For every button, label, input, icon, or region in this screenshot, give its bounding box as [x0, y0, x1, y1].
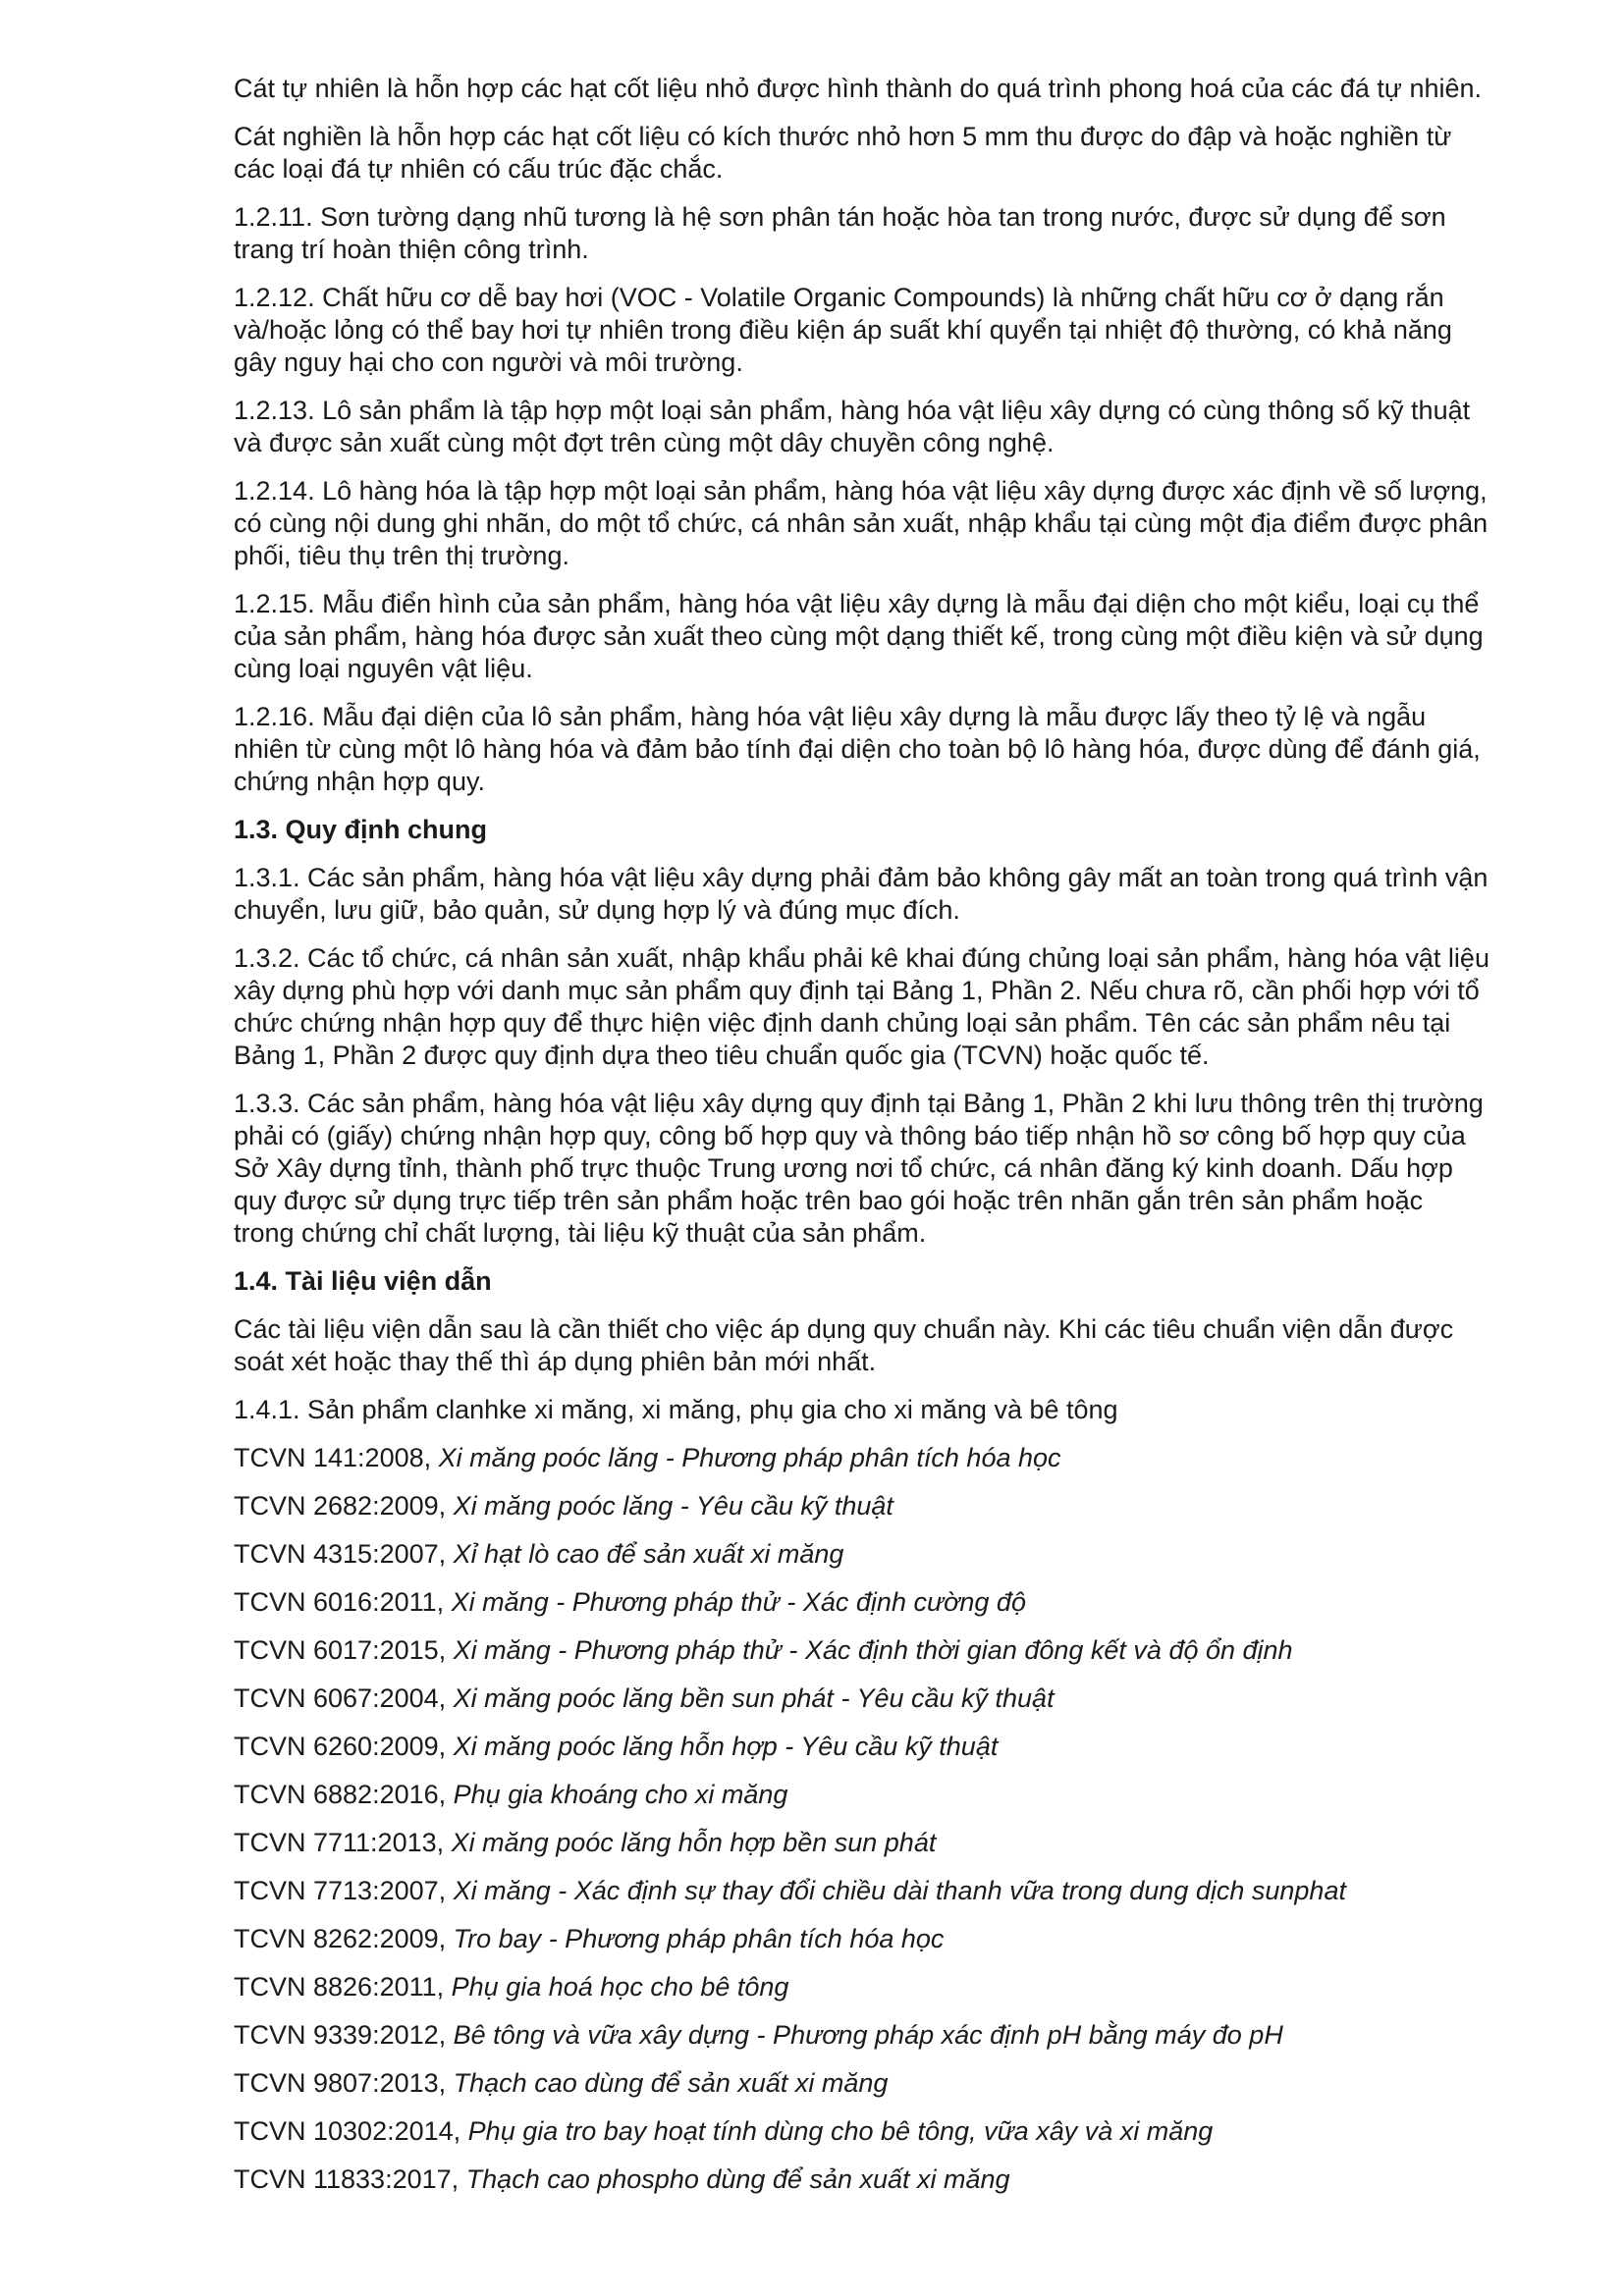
reference-code: TCVN 2682:2009,: [234, 1491, 447, 1521]
reference-title: Phụ gia tro bay hoạt tính dùng cho bê tông, vữa xây và xi măng: [467, 2116, 1214, 2146]
reference-item: [234, 1490, 1490, 1522]
reference-title: Xi măng poóc lăng hỗn hợp - Yêu cầu kỹ thuật: [453, 1732, 999, 1761]
reference-code: TCVN 9807:2013,: [234, 2068, 447, 2098]
reference-code: TCVN 6260:2009,: [234, 1732, 447, 1761]
reference-item: [234, 2019, 1490, 2052]
reference-title: Xi măng - Xác định sự thay đổi chiều dài thanh vữa trong dung dịch sunphat: [453, 1876, 1346, 1905]
reference-item: [234, 2067, 1490, 2100]
reference-item: [234, 1538, 1490, 1571]
reference-item: [234, 2163, 1490, 2196]
reference-title: Thạch cao phospho dùng để sản xuất xi măng: [465, 2164, 1010, 2194]
reference-title: Xi măng - Phương pháp thử - Xác định thời gian đông kết và độ ổn định: [453, 1635, 1293, 1665]
reference-code: TCVN 6016:2011,: [234, 1587, 445, 1617]
reference-code: TCVN 11833:2017,: [234, 2164, 460, 2194]
reference-item: [234, 1586, 1490, 1619]
reference-title: Xi măng poóc lăng bền sun phát - Yêu cầu kỹ thuật: [453, 1683, 1055, 1713]
reference-code: TCVN 6882:2016,: [234, 1780, 447, 1809]
reference-item: [234, 1923, 1490, 1955]
paragraph-natural-sand: Cát tự nhiên là hỗn hợp các hạt cốt liệu nhỏ được hình thành do quá trình phong hoá của các đá tự nhiên.: [234, 74, 1483, 103]
paragraph-1-2-14: 1.2.14. Lô hàng hóa là tập hợp một loại sản phẩm, hàng hóa vật liệu xây dựng được xác định về số lượng, có cùng nội dung ghi nhãn, do một tổ chức, cá nhân sản xuất, nhập khẩu tại cùng một địa điểm được phân phối, tiêu thụ trên thị trường.: [234, 476, 1489, 570]
paragraph-crushed-sand: Cát nghiền là hỗn hợp các hạt cốt liệu có kích thước nhỏ hơn 5 mm thu được do đập và hoặc nghiền từ các loại đá tự nhiên có cấu trúc đặc chắc.: [234, 122, 1452, 184]
reference-title: Phụ gia khoáng cho xi măng: [453, 1780, 788, 1809]
reference-code: TCVN 10302:2014,: [234, 2116, 461, 2146]
reference-title: Xi măng poóc lăng - Phương pháp phân tích hóa học: [438, 1443, 1061, 1472]
reference-list: [234, 1442, 1490, 2196]
paragraph-1-3-2: 1.3.2. Các tổ chức, cá nhân sản xuất, nhập khẩu phải kê khai đúng chủng loại sản phẩm, hàng hóa vật liệu xây dựng phù hợp với danh mục sản phẩm quy định tại Bảng 1, Phần 2. Nếu chưa rõ, cần phối hợp với tổ chức chứng nhận hợp quy để thực hiện việc định danh chủng loại sản phẩm. Tên các sản phẩm nêu tại Bảng 1, Phần 2 được quy định dựa theo tiêu chuẩn quốc gia (TCVN) hoặc quốc tế.: [234, 943, 1489, 1070]
paragraph-1-3-3: 1.3.3. Các sản phẩm, hàng hóa vật liệu xây dựng quy định tại Bảng 1, Phần 2 khi lưu thông trên thị trường phải có (giấy) chứng nhận hợp quy, công bố hợp quy và thông báo tiếp nhận hồ sơ công bố hợp quy của Sở Xây dựng tỉnh, thành phố trực thuộc Trung ương nơi tổ chức, cá nhân đăng ký kinh doanh. Dấu hợp quy được sử dụng trực tiếp trên sản phẩm hoặc trên bao gói hoặc trên nhãn gắn trên sản phẩm hoặc trong chứng chỉ chất lượng, tài liệu kỹ thuật của sản phẩm.: [234, 1089, 1484, 1248]
reference-item: [234, 1875, 1490, 1907]
reference-item: [234, 1682, 1490, 1715]
reference-title: Xi măng - Phương pháp thử - Xác định cường độ: [451, 1587, 1026, 1617]
reference-item: [234, 1779, 1490, 1811]
reference-title: Xi măng poóc lăng - Yêu cầu kỹ thuật: [453, 1491, 893, 1521]
reference-item: [234, 1827, 1490, 1859]
paragraph-1-3-1: 1.3.1. Các sản phẩm, hàng hóa vật liệu xây dựng phải đảm bảo không gây mất an toàn trong quá trình vận chuyển, lưu giữ, bảo quản, sử dụng hợp lý và đúng mục đích.: [234, 863, 1489, 925]
reference-code: TCVN 4315:2007,: [234, 1539, 447, 1569]
reference-code: TCVN 6017:2015,: [234, 1635, 447, 1665]
reference-code: TCVN 9339:2012,: [234, 2020, 447, 2050]
reference-code: TCVN 8826:2011,: [234, 1972, 445, 2002]
reference-code: TCVN 6067:2004,: [234, 1683, 447, 1713]
reference-item: [234, 1442, 1490, 1474]
paragraph-1-2-15: 1.2.15. Mẫu điển hình của sản phẩm, hàng hóa vật liệu xây dựng là mẫu đại diện cho một kiểu, loại cụ thể của sản phẩm, hàng hóa được sản xuất theo cùng một dạng thiết kế, trong cùng một điều kiện và sử dụng cùng loại nguyên vật liệu.: [234, 589, 1484, 683]
reference-title: Xi măng poóc lăng hỗn hợp bền sun phát: [451, 1828, 937, 1857]
paragraph-1-2-16: 1.2.16. Mẫu đại diện của lô sản phẩm, hàng hóa vật liệu xây dựng là mẫu được lấy theo tỷ lệ và ngẫu nhiên từ cùng một lô hàng hóa và đảm bảo tính đại diện cho toàn bộ lô hàng hóa, được dùng để đánh giá, chứng nhận hợp quy.: [234, 702, 1481, 796]
paragraph-1-2-11: 1.2.11. Sơn tường dạng nhũ tương là hệ sơn phân tán hoặc hòa tan trong nước, được sử dụng để sơn trang trí hoàn thiện công trình.: [234, 202, 1446, 264]
reference-code: TCVN 7713:2007,: [234, 1876, 447, 1905]
section-heading-1-4: 1.4. Tài liệu viện dẫn: [234, 1266, 492, 1296]
reference-item: [234, 1634, 1490, 1667]
document-page: [234, 73, 1490, 2212]
reference-title: Xỉ hạt lò cao để sản xuất xi măng: [453, 1539, 844, 1569]
reference-title: Bê tông và vữa xây dựng - Phương pháp xác định pH bằng máy đo pH: [453, 2020, 1283, 2050]
reference-code: TCVN 7711:2013,: [234, 1828, 445, 1857]
subheading-1-4-1: 1.4.1. Sản phẩm clanhke xi măng, xi măng, phụ gia cho xi măng và bê tông: [234, 1395, 1118, 1424]
reference-title: Phụ gia hoá học cho bê tông: [451, 1972, 789, 2002]
reference-item: [234, 1971, 1490, 2003]
reference-title: Tro bay - Phương pháp phân tích hóa học: [453, 1924, 945, 1953]
reference-title: Thạch cao dùng để sản xuất xi măng: [453, 2068, 889, 2098]
paragraph-references-intro: Các tài liệu viện dẫn sau là cần thiết cho việc áp dụng quy chuẩn này. Khi các tiêu chuẩn viện dẫn được soát xét hoặc thay thế thì áp dụng phiên bản mới nhất.: [234, 1314, 1454, 1376]
reference-code: TCVN 141:2008,: [234, 1443, 432, 1472]
reference-item: [234, 1731, 1490, 1763]
section-heading-1-3: 1.3. Quy định chung: [234, 815, 488, 844]
reference-item: [234, 2115, 1490, 2148]
paragraph-1-2-13: 1.2.13. Lô sản phẩm là tập hợp một loại sản phẩm, hàng hóa vật liệu xây dựng có cùng thông số kỹ thuật và được sản xuất cùng một đợt trên cùng một dây chuyền công nghệ.: [234, 396, 1471, 457]
paragraph-1-2-12: 1.2.12. Chất hữu cơ dễ bay hơi (VOC - Volatile Organic Compounds) là những chất hữu cơ ở dạng rắn và/hoặc lỏng có thể bay hơi tự nhiên trong điều kiện áp suất khí quyển tại nhiệt độ thường, có khả năng gây nguy hại cho con người và môi trường.: [234, 283, 1452, 377]
reference-code: TCVN 8262:2009,: [234, 1924, 447, 1953]
